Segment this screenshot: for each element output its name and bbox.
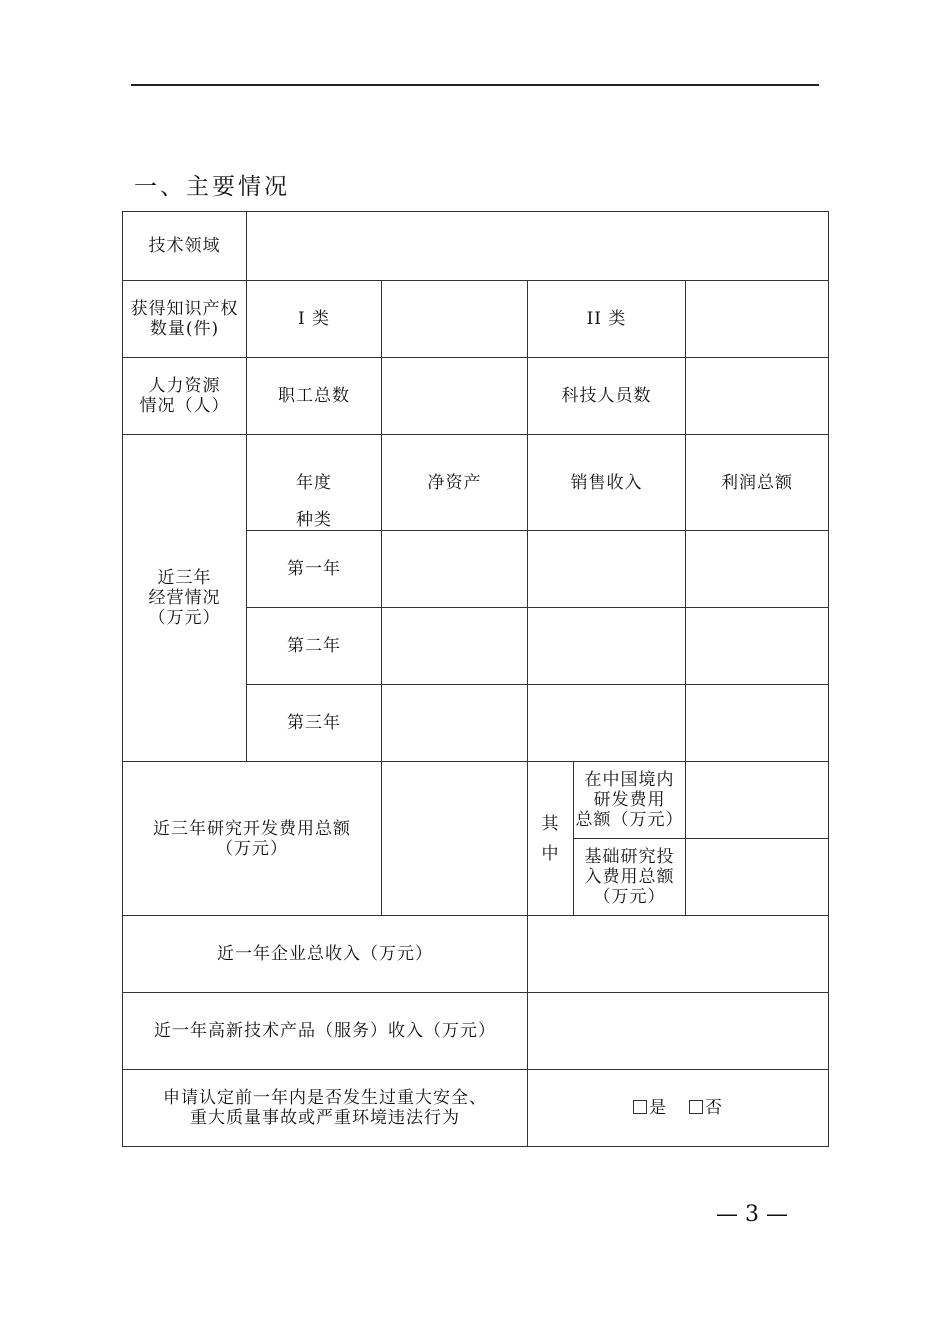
ip-class2-label: II 类 bbox=[528, 281, 686, 358]
row-rd-domestic bbox=[123, 762, 829, 839]
ops-year3-net-assets-input[interactable] bbox=[382, 685, 528, 762]
row-hr bbox=[123, 358, 829, 435]
ops-year2-sales-input[interactable] bbox=[528, 608, 686, 685]
ops-year1-profit-input[interactable] bbox=[686, 531, 829, 608]
hr-total-staff-input[interactable] bbox=[382, 358, 528, 435]
row-hitech-income bbox=[123, 993, 829, 1070]
hr-tech-staff-input[interactable] bbox=[686, 358, 829, 435]
row-ip bbox=[123, 281, 829, 358]
rd-basic-label: 基础研究投 入费用总额 （万元） bbox=[574, 839, 686, 916]
row-incident bbox=[123, 1070, 829, 1147]
ip-class2-input[interactable] bbox=[686, 281, 829, 358]
income-input[interactable] bbox=[528, 916, 829, 993]
ops-col-sales: 销售收入 bbox=[528, 435, 686, 531]
rd-total-label: 近三年研究开发费用总额 （万元） bbox=[123, 762, 382, 916]
header-rule bbox=[131, 84, 819, 86]
ops-col-profit: 利润总额 bbox=[686, 435, 829, 531]
ops-year3-profit-input[interactable] bbox=[686, 685, 829, 762]
hr-label: 人力资源 情况（人） bbox=[123, 358, 247, 435]
rd-total-input[interactable] bbox=[382, 762, 528, 916]
rd-domestic-label: 在中国境内 研发费用 总额（万元） bbox=[574, 762, 686, 839]
tech-field-input[interactable] bbox=[247, 212, 829, 281]
no-label: 否 bbox=[705, 1098, 724, 1118]
ops-year1-net-assets-input[interactable] bbox=[382, 531, 528, 608]
ip-label: 获得知识产权 数量(件) bbox=[123, 281, 247, 358]
page-number: — 3 — bbox=[716, 1202, 788, 1227]
ops-year-label: 第三年 bbox=[247, 685, 382, 762]
main-info-table bbox=[122, 211, 829, 1147]
rd-domestic-input[interactable] bbox=[686, 762, 829, 839]
row-ops-header bbox=[123, 435, 829, 531]
ops-header-year: 年度 bbox=[296, 473, 332, 493]
no-checkbox[interactable] bbox=[689, 1100, 703, 1114]
ops-diagonal-header bbox=[247, 435, 382, 531]
row-income bbox=[123, 916, 829, 993]
row-tech-field bbox=[123, 212, 829, 281]
yes-checkbox[interactable] bbox=[633, 1100, 647, 1114]
tech-field-label: 技术领域 bbox=[123, 212, 247, 281]
ops-col-net-assets: 净资产 bbox=[382, 435, 528, 531]
hr-total-staff-label: 职工总数 bbox=[247, 358, 382, 435]
ops-header-kind: 种类 bbox=[296, 510, 332, 530]
rd-basic-input[interactable] bbox=[686, 839, 829, 916]
hitech-income-input[interactable] bbox=[528, 993, 829, 1070]
rd-of-which-label: 其 中 bbox=[528, 762, 574, 916]
yes-label: 是 bbox=[649, 1098, 668, 1118]
hitech-income-label: 近一年高新技术产品（服务）收入（万元） bbox=[123, 993, 528, 1070]
hr-tech-staff-label: 科技人员数 bbox=[528, 358, 686, 435]
income-label: 近一年企业总收入（万元） bbox=[123, 916, 528, 993]
incident-label: 申请认定前一年内是否发生过重大安全、 重大质量事故或严重环境违法行为 bbox=[123, 1070, 528, 1147]
section-title: 一、主要情况 bbox=[134, 174, 290, 200]
ops-year3-sales-input[interactable] bbox=[528, 685, 686, 762]
ops-year1-sales-input[interactable] bbox=[528, 531, 686, 608]
ip-class1-label: I 类 bbox=[247, 281, 382, 358]
ops-year2-net-assets-input[interactable] bbox=[382, 608, 528, 685]
ops-year2-profit-input[interactable] bbox=[686, 608, 829, 685]
ops-year-label: 第一年 bbox=[247, 531, 382, 608]
ops-year-label: 第二年 bbox=[247, 608, 382, 685]
incident-options bbox=[528, 1070, 829, 1147]
ops-label: 近三年 经营情况 （万元） bbox=[123, 435, 247, 762]
ip-class1-input[interactable] bbox=[382, 281, 528, 358]
